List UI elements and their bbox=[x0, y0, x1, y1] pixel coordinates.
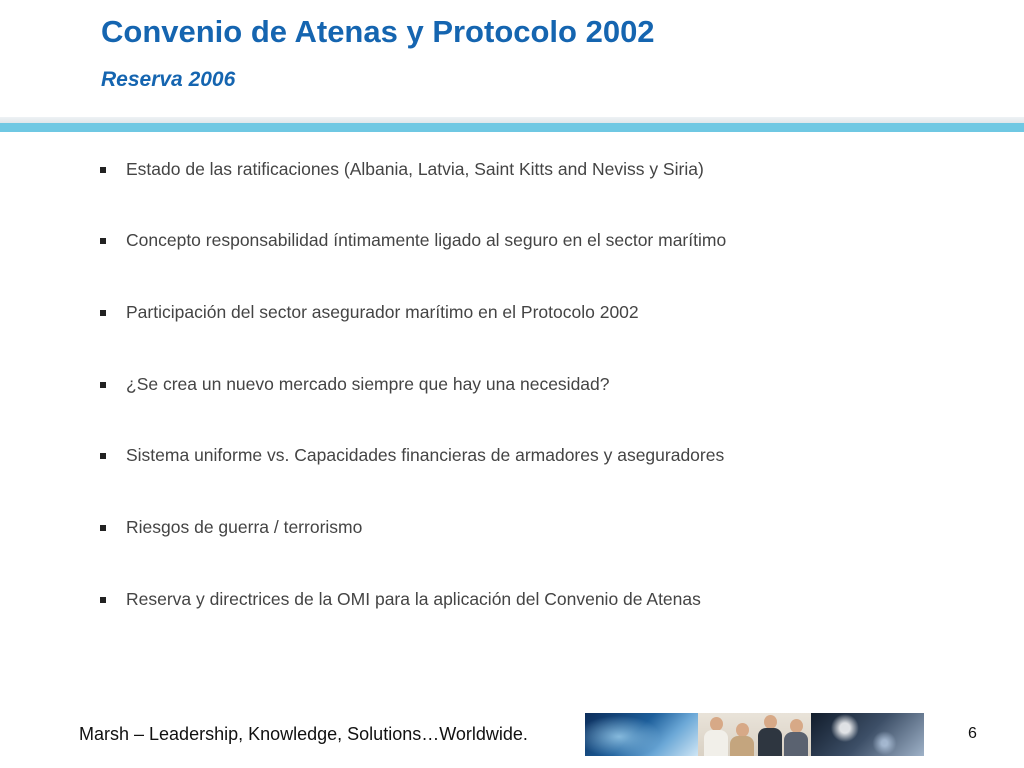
footer-image-strip bbox=[585, 713, 924, 756]
square-bullet-icon bbox=[100, 167, 106, 173]
person-torso bbox=[784, 732, 808, 756]
bullet-text: Sistema uniforme vs. Capacidades financieras de armadores y aseguradores bbox=[126, 444, 725, 465]
business-people-image bbox=[698, 713, 811, 756]
footer-slogan: Marsh – Leadership, Knowledge, Solutions…Worldwide. bbox=[79, 724, 528, 744]
square-bullet-icon bbox=[100, 597, 106, 603]
bullet-text: Participación del sector asegurador marítimo en el Protocolo 2002 bbox=[126, 301, 639, 322]
bullet-item bbox=[100, 515, 362, 539]
bullet-text: Reserva y directrices de la OMI para la aplicación del Convenio de Atenas bbox=[126, 588, 701, 609]
bullet-text: Riesgos de guerra / terrorismo bbox=[126, 516, 363, 537]
bullet-item bbox=[100, 587, 701, 611]
page-number: 6 bbox=[968, 725, 977, 742]
person-head bbox=[736, 723, 749, 737]
person-torso bbox=[730, 736, 754, 756]
bullet-item bbox=[100, 372, 610, 396]
square-bullet-icon bbox=[100, 238, 106, 244]
bullet-item bbox=[100, 443, 724, 467]
bullet-item bbox=[100, 300, 639, 324]
person-head bbox=[764, 715, 777, 729]
bullet-text: ¿Se crea un nuevo mercado siempre que hay una necesidad? bbox=[126, 373, 610, 394]
bullet-item bbox=[100, 157, 704, 181]
square-bullet-icon bbox=[100, 310, 106, 316]
square-bullet-icon bbox=[100, 525, 106, 531]
square-bullet-icon bbox=[100, 453, 106, 459]
bullet-text: Concepto responsabilidad íntimamente ligado al seguro en el sector marítimo bbox=[126, 229, 727, 250]
slide-subtitle: Reserva 2006 bbox=[101, 68, 236, 91]
person-torso bbox=[758, 728, 782, 756]
square-bullet-icon bbox=[100, 382, 106, 388]
technology-image bbox=[811, 713, 924, 756]
person-head bbox=[790, 719, 803, 733]
slide-title: Convenio de Atenas y Protocolo 2002 bbox=[101, 14, 655, 49]
bullet-text: Estado de las ratificaciones (Albania, Latvia, Saint Kitts and Neviss y Siria) bbox=[126, 158, 704, 179]
globe-image bbox=[585, 713, 698, 756]
person-head bbox=[710, 717, 723, 731]
person-torso bbox=[704, 730, 728, 756]
bullet-item bbox=[100, 228, 726, 252]
